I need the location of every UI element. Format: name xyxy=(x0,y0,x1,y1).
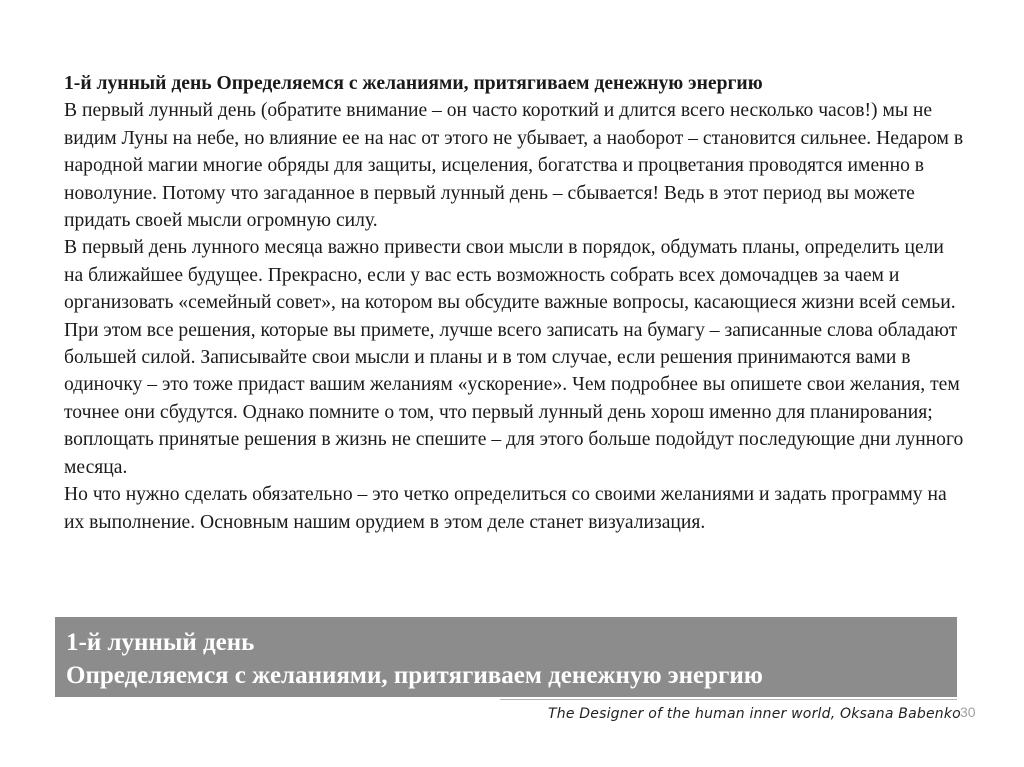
paragraph-2: В первый день лунного месяца важно привести свои мысли в порядок, обдумать планы, определить цели на ближайшее будущее. Прекрасно, если у вас есть возможность собрать всех домочадцев за чаем и организовать «семейный совет», на котором вы обсудите важные вопросы, касающиеся жизни всей семьи. При этом все решения, которые вы примете, лучше всего записать на бумагу – записанные слова обладают большей силой. Записывайте свои мысли и планы и в том случае, если решения принимаются вами в одиночку – это тоже придаст вашим желаниям «ускорение». Чем подробнее вы опишете свои желания, тем точнее они сбудутся. Однако помните о том, что первый лунный день хорош именно для планирования; воплощать принятые решения в жизнь не спешите – для этого больше подойдут последующие дни лунного месяца. xyxy=(64,237,964,478)
paragraph-3: Но что нужно сделать обязательно – это четко определиться со своими желаниями и задать программу на их выполнение. Основным нашим орудием в этом деле станет визуализация. xyxy=(64,484,947,533)
title-banner xyxy=(55,617,957,697)
content-heading: 1-й лунный день Определяемся с желаниями, притягиваем денежную энергию xyxy=(64,73,763,94)
banner-title: 1-й лунный день xyxy=(66,629,255,656)
author-signature: The Designer of the human inner world, Oksana Babenko xyxy=(548,706,961,722)
banner-subtitle: Определяемся с желаниями, притягиваем денежную энергию xyxy=(66,662,763,689)
footer-divider xyxy=(500,699,957,700)
paragraph-1: В первый лунный день (обратите внимание – он часто короткий и длится всего несколько часов!) мы не видим Луны на небе, но влияние ее на нас от этого не убывает, а наоборот – становится сильнее. Недаром в народной магии многие обряды для защиты, исцеления, богатства и процветания проводятся именно в новолуние. Потому что загаданное в первый лунный день – сбывается! Ведь в этот период вы можете придать своей мысли огромную силу. xyxy=(64,100,964,232)
main-text-block xyxy=(64,70,964,536)
page-number: 30 xyxy=(960,704,976,720)
